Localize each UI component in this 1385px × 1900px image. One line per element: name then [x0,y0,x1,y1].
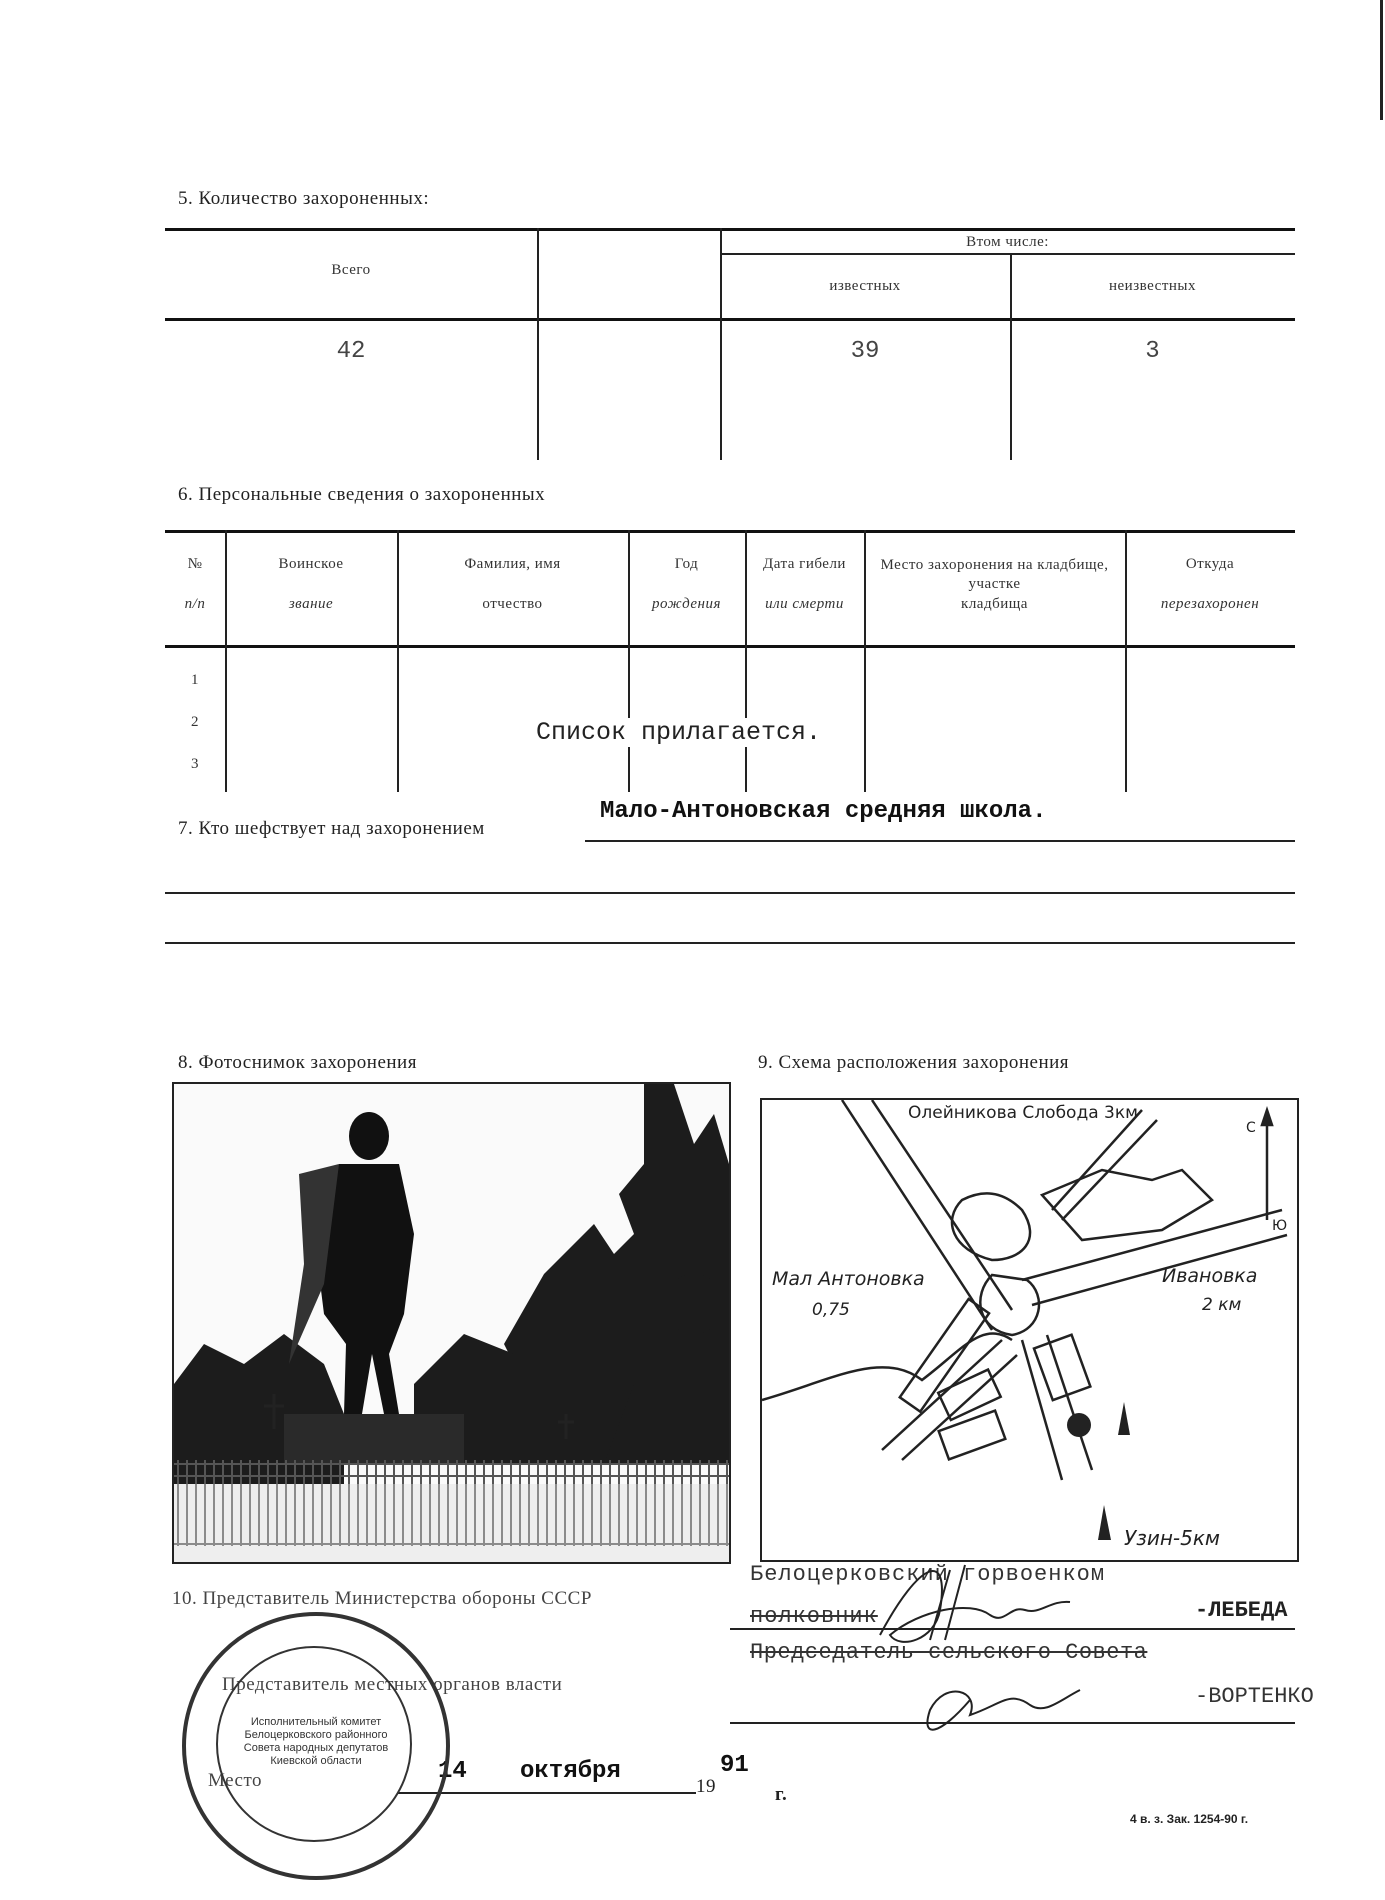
hdr-death-top: Дата гибели [763,556,846,572]
date-year-suffix: 91 [720,1752,749,1779]
hdr-num-top: № [187,556,203,572]
map-north-label: Олейникова Слобода 3км [908,1103,1138,1123]
date-month: октября [520,1758,621,1785]
monument-photo-image [174,1084,729,1562]
map-compass-c: С [1246,1120,1256,1136]
hdr-death-bottom: или смерти [765,596,844,612]
section6-title: 6. Персональные сведения о захороненных [178,484,546,505]
scheme-drawing [762,1100,1297,1560]
col-total-header: Всего [331,262,371,278]
military-title: Белоцерковский горвоенком [750,1562,1106,1587]
date-day: 14 [438,1758,467,1785]
local-title: Председатель сельского Совета [750,1640,1148,1665]
local-name: -ВОРТЕНКО [1195,1684,1314,1709]
date-underline [398,1792,696,1794]
col-unknown-header: неизвестных [1109,278,1196,294]
map-east-dist: 2 км [1202,1295,1242,1315]
section8-label: 8. Фотоснимок захоронения [178,1052,417,1073]
scan-edge [1380,0,1383,120]
print-info: 4 в. з. Зак. 1254-90 г. [1130,1812,1249,1826]
table5-divider-1 [537,228,539,460]
hdr-name-bottom: отчество [482,596,543,612]
blank-line-2 [165,942,1295,944]
list-attached-note: Список прилагается. [532,718,825,747]
map-east-label: Ивановка [1162,1265,1258,1287]
hdr-birth-bottom: рождения [652,596,721,612]
table5-top-border [165,228,1295,231]
hdr-birth-top: Год [674,556,699,572]
hdr-place-top: Место захоронения на кладбище, участке [880,557,1109,592]
hdr-name-top: Фамилия, имя [464,556,561,572]
map-compass-yu: Ю [1272,1218,1288,1234]
hdr-num-bottom: п/п [184,596,206,612]
stamp-text: Исполнительный комитет Белоцерковского районного Совета народных депутатов Киевской области [243,1716,389,1767]
unknown-value: 3 [1145,338,1160,365]
table5-header-bottom [165,318,1295,321]
map-west-label: Мал Антоновка [772,1268,925,1290]
known-value: 39 [850,338,880,365]
hdr-rank-top: Воинское [278,556,344,572]
map-west-dist: 0,75 [812,1300,850,1320]
burial-photo [172,1082,731,1564]
blank-line-1 [165,892,1295,894]
row-num-3: 3 [191,756,199,772]
date-year-unit: г. [775,1784,788,1805]
date-year-prefix: 19 [696,1776,716,1797]
military-rank: полковник [750,1604,878,1629]
hdr-rank-bottom: звание [288,596,334,612]
patron-value: Мало-Антоновская средняя школа. [600,798,1047,825]
table5-subheader-line [720,253,1295,255]
hdr-place-bottom: кладбища [961,596,1028,612]
section7-label: 7. Кто шефствует над захоронением [178,818,485,839]
hdr-origin-bottom: перезахоронен [1160,596,1260,612]
military-name: -ЛЕБЕДА [1195,1598,1288,1623]
location-scheme [760,1098,1299,1562]
row-num-1: 1 [191,672,199,688]
official-stamp [182,1612,450,1880]
patron-underline [585,840,1295,842]
col-known-header: известных [829,278,901,294]
map-south-label: Узин-5км [1124,1526,1221,1550]
total-value: 42 [336,338,366,365]
local-authority-label: Представитель местных органов власти [222,1674,563,1695]
col-including-header: Втом числе: [966,234,1049,250]
section5-title: 5. Количество захороненных: [178,188,430,209]
table6-divider-5 [864,530,866,792]
row-num-2: 2 [191,714,199,730]
place-label: Место [208,1770,263,1791]
section10-label: 10. Представитель Министерства обороны СССР [172,1588,592,1609]
handwritten-signatures [860,1540,1130,1750]
section9-label: 9. Схема расположения захоронения [758,1052,1070,1073]
hdr-origin-top: Откуда [1185,556,1235,572]
